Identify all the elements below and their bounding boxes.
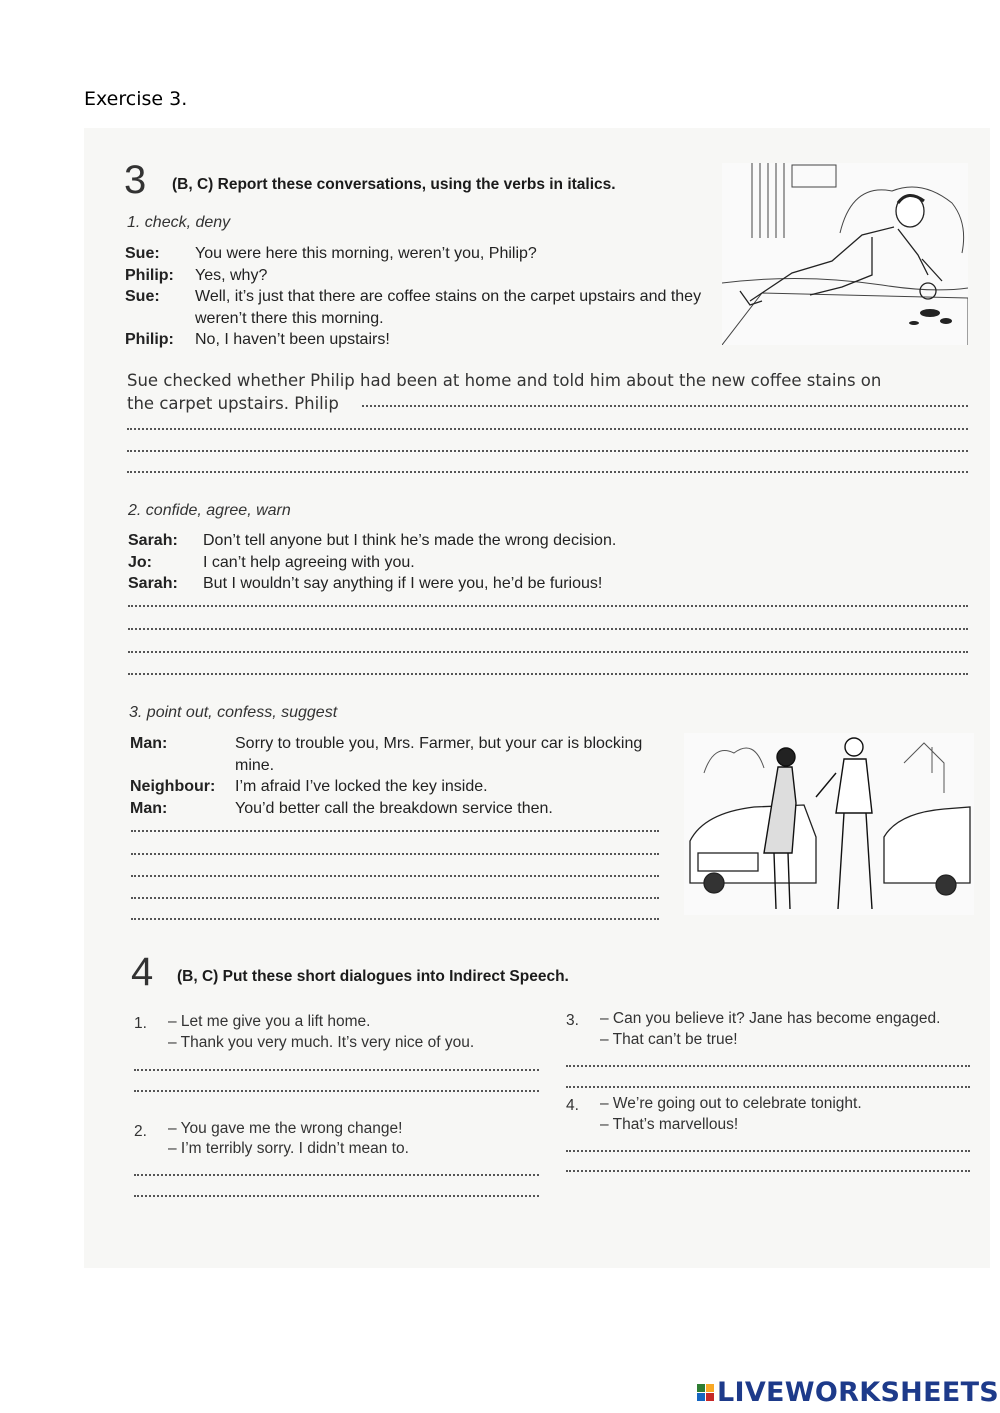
logo-square bbox=[706, 1393, 714, 1401]
exercise-4-number: 4 bbox=[131, 950, 154, 994]
item-number: 2. bbox=[134, 1123, 147, 1140]
dialogue-line: – We’re going out to celebrate tonight. bbox=[600, 1095, 862, 1112]
exercise-3-number: 3 bbox=[124, 158, 147, 202]
answer-blank[interactable] bbox=[131, 830, 659, 832]
answer-blank[interactable] bbox=[134, 1195, 539, 1197]
speech: Sorry to trouble you, Mrs. Farmer, but your car is blocking mine. bbox=[235, 735, 643, 774]
speaker: Man: bbox=[130, 735, 168, 752]
part3-dialogue bbox=[130, 733, 665, 819]
cars-people-illustration bbox=[684, 733, 974, 915]
exercise-4-heading: (B, C) Put these short dialogues into Indirect Speech. bbox=[177, 968, 569, 985]
logo-square bbox=[697, 1384, 705, 1392]
logo-square bbox=[706, 1384, 714, 1392]
dialogue-line: – Thank you very much. It’s very nice of you. bbox=[168, 1034, 475, 1051]
answer-blank[interactable] bbox=[128, 628, 968, 630]
answer-blank[interactable] bbox=[362, 405, 968, 407]
speech: Yes, why? bbox=[195, 266, 268, 284]
answer-blank[interactable] bbox=[128, 673, 968, 675]
logo-squares-icon bbox=[697, 1384, 714, 1401]
speech: No, I haven’t been upstairs! bbox=[195, 331, 390, 348]
answer-blank[interactable] bbox=[134, 1174, 539, 1176]
speaker: Jo: bbox=[128, 553, 152, 571]
answer-blank[interactable] bbox=[566, 1170, 970, 1172]
speaker: Sue: bbox=[125, 245, 160, 262]
answer-line: Sue checked whether Philip had been at home and told him about the new coffee stains on bbox=[127, 371, 882, 390]
part2-dialogue bbox=[128, 530, 828, 595]
speaker: Neighbour: bbox=[130, 778, 216, 795]
speech: You were here this morning, weren’t you, Philip? bbox=[195, 245, 537, 262]
answer-blank[interactable] bbox=[134, 1069, 539, 1071]
dialogue-line: – I’m terribly sorry. I didn’t mean to. bbox=[168, 1140, 409, 1157]
part3-verbs: 3. point out, confess, suggest bbox=[129, 704, 338, 721]
page-title: Exercise 3. bbox=[84, 88, 188, 110]
speech: I’m afraid I’ve locked the key inside. bbox=[235, 778, 488, 795]
answer-blank[interactable] bbox=[131, 918, 659, 920]
speech: Well, it’s just that there are coffee stains on the carpet upstairs and they weren’t there this morning. bbox=[195, 288, 702, 327]
logo-square bbox=[697, 1393, 705, 1401]
liveworksheets-logo[interactable] bbox=[697, 1377, 999, 1408]
answer-line: the carpet upstairs. Philip bbox=[127, 394, 339, 413]
answer-blank[interactable] bbox=[128, 605, 968, 607]
answer-blank[interactable] bbox=[566, 1065, 970, 1067]
answer-blank[interactable] bbox=[131, 875, 659, 877]
dialogue-line: – You gave me the wrong change! bbox=[168, 1120, 403, 1137]
speech: I can’t help agreeing with you. bbox=[203, 553, 415, 571]
speaker: Philip: bbox=[125, 331, 174, 348]
dialogue-line: – Let me give you a lift home. bbox=[168, 1013, 371, 1030]
item-number: 3. bbox=[566, 1012, 579, 1029]
speaker: Sarah: bbox=[128, 532, 178, 549]
brand-name: LIVEWORKSHEETS bbox=[717, 1377, 1000, 1408]
speech: You’d better call the breakdown service then. bbox=[235, 799, 553, 817]
item-number: 4. bbox=[566, 1097, 579, 1114]
kneeling-man-illustration bbox=[722, 163, 968, 345]
part1-answer bbox=[127, 369, 972, 415]
answer-blank[interactable] bbox=[128, 651, 968, 653]
part2-verbs: 2. confide, agree, warn bbox=[128, 502, 291, 519]
answer-blank[interactable] bbox=[566, 1150, 970, 1152]
speaker: Man: bbox=[130, 799, 168, 817]
dialogue-line: – Can you believe it? Jane has become engaged. bbox=[600, 1010, 941, 1027]
answer-blank[interactable] bbox=[131, 897, 659, 899]
answer-blank[interactable] bbox=[131, 853, 659, 855]
part1-dialogue bbox=[125, 243, 710, 351]
answer-blank[interactable] bbox=[566, 1086, 970, 1088]
answer-blank[interactable] bbox=[127, 471, 968, 473]
dialogue-line: – That can’t be true! bbox=[600, 1031, 738, 1048]
speaker: Sue: bbox=[125, 288, 160, 305]
speaker: Sarah: bbox=[128, 575, 178, 592]
answer-blank[interactable] bbox=[127, 450, 968, 452]
dialogue-line: – That’s marvellous! bbox=[600, 1116, 739, 1133]
item-number: 1. bbox=[134, 1015, 147, 1032]
answer-blank[interactable] bbox=[134, 1090, 539, 1092]
speech: Don’t tell anyone but I think he’s made the wrong decision. bbox=[203, 532, 617, 549]
part1-verbs: 1. check, deny bbox=[127, 214, 231, 231]
speech: But I wouldn’t say anything if I were you, he’d be furious! bbox=[203, 575, 603, 592]
exercise-3-heading: (B, C) Report these conversations, using the verbs in italics. bbox=[172, 176, 616, 193]
speaker: Philip: bbox=[125, 266, 174, 284]
answer-blank[interactable] bbox=[127, 428, 968, 430]
